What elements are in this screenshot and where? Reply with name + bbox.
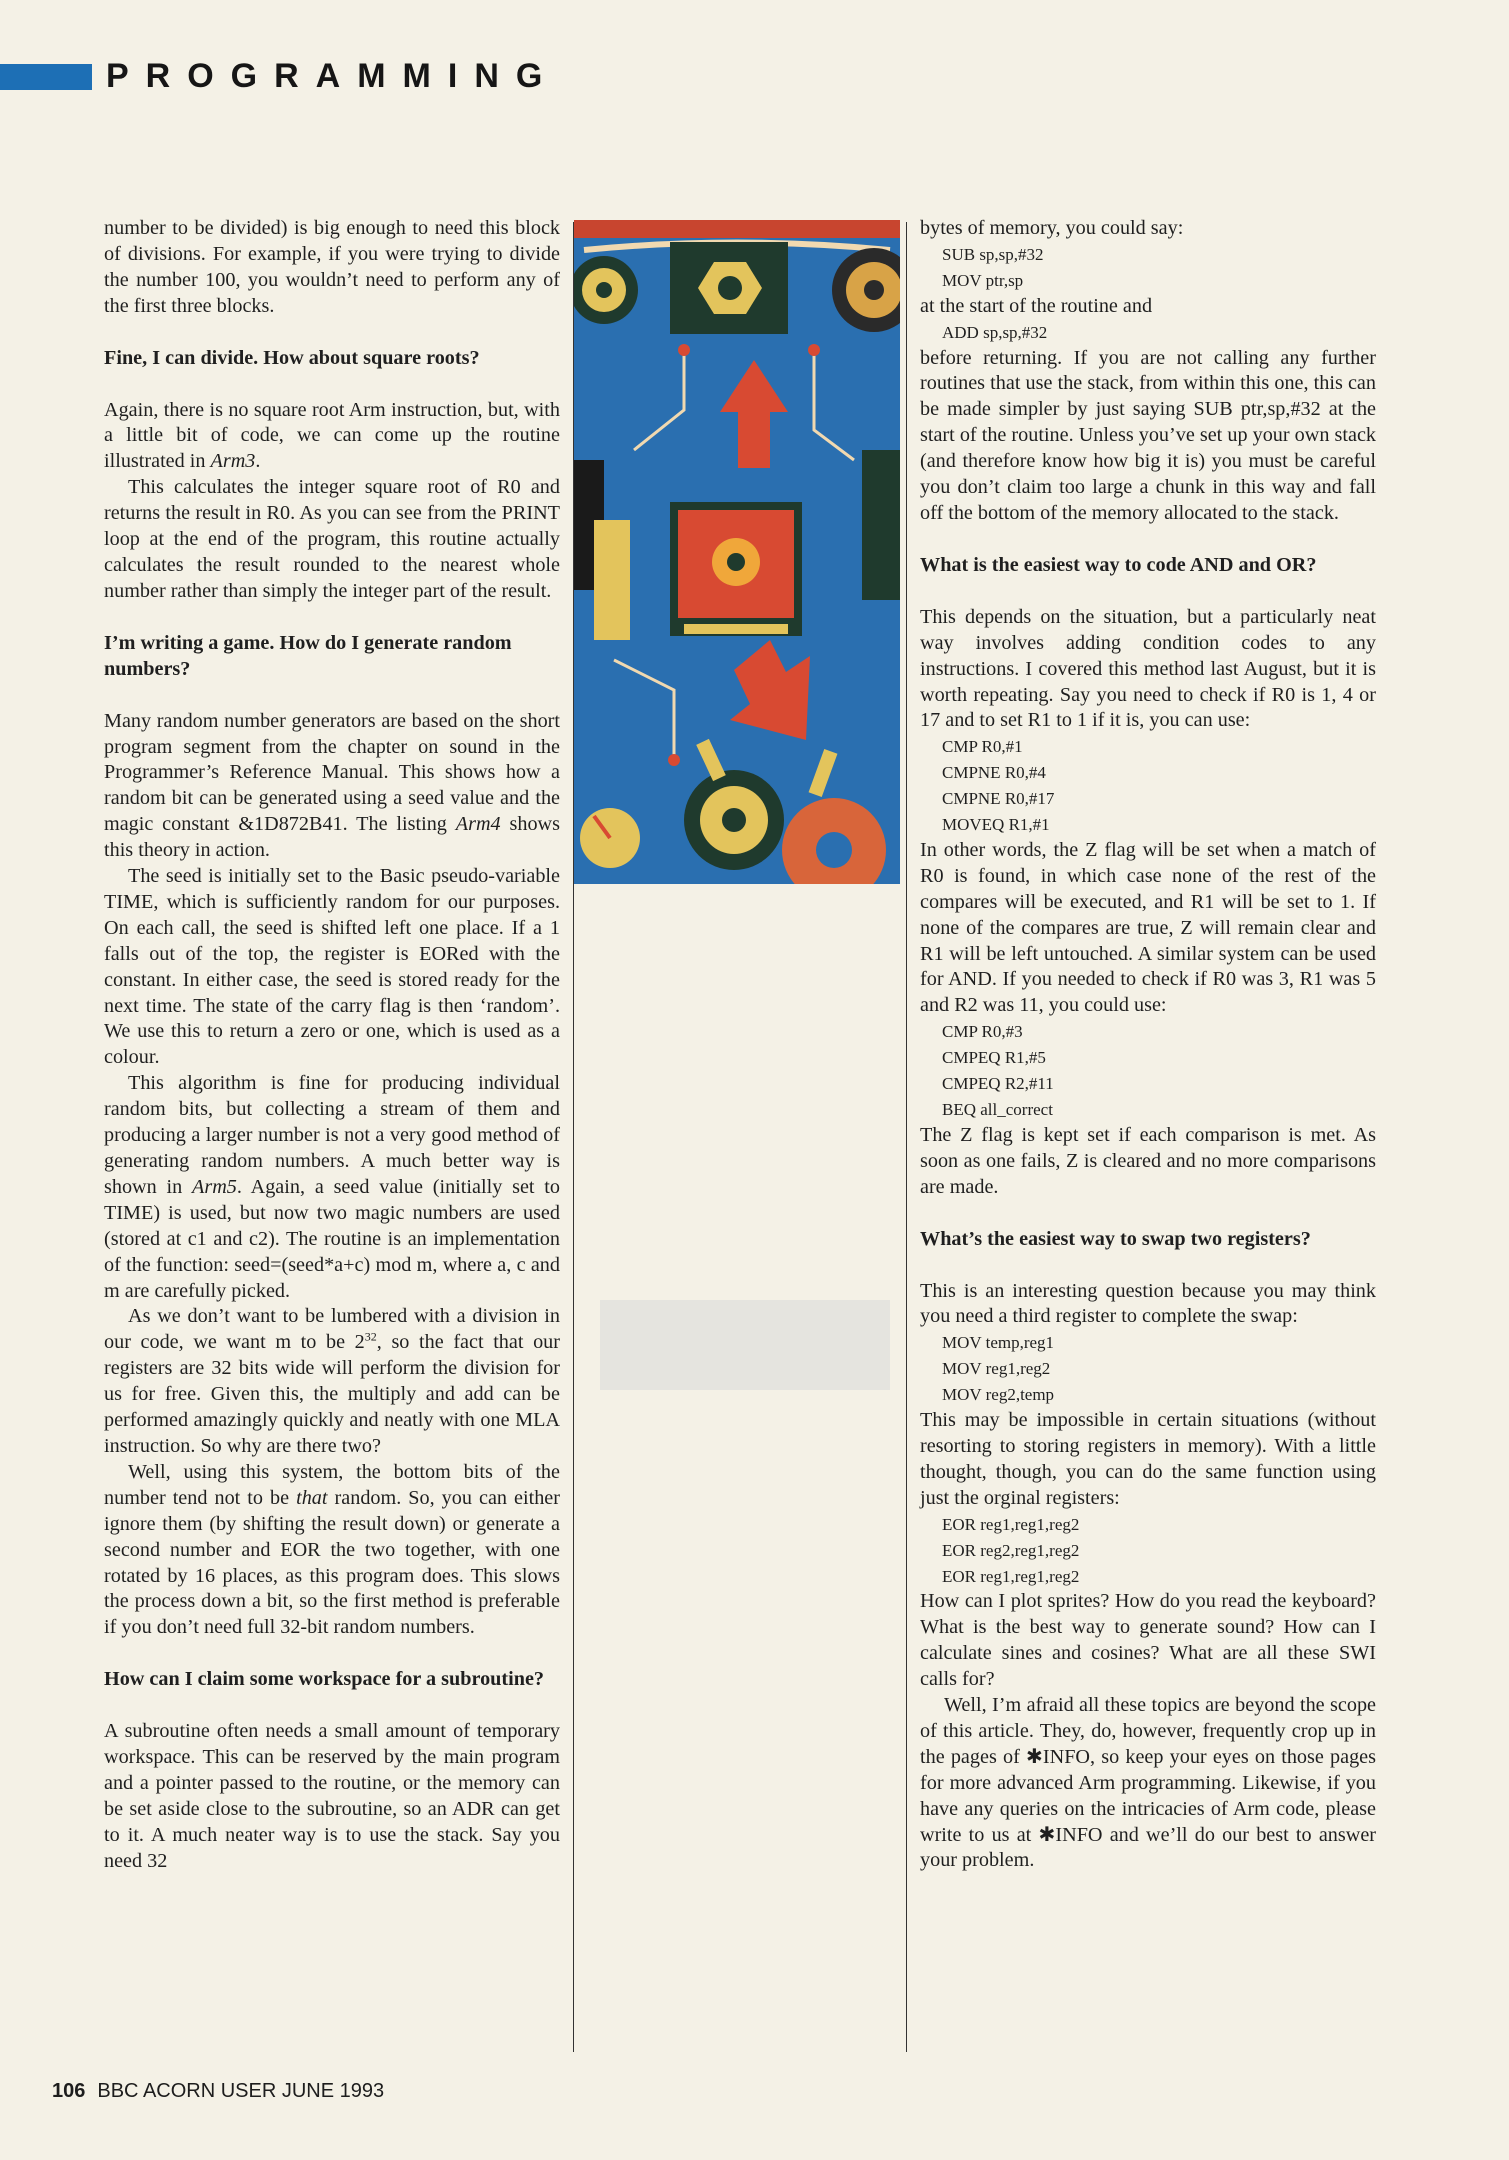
paragraph: As we don’t want to be lumbered with a division in our code, we want m to be $2^{32}$, so the fact that our registers are 32 bits wide will perform the division for us for free. Given this, the multiply and add can be performed amazingly quickly and neatly with one MLA instruction. So why are there two? [104, 1305, 560, 1457]
right-column [920, 216, 1376, 1874]
code-line: MOV ptr,sp [942, 270, 1024, 290]
paragraph: before returning. If you are not calling any further routines that use the stack, from within this one, this can be made simpler by just saying SUB ptr,sp,#32 at the start of the routine. Unless you’ve set up your own stack (and therefore know how big it is) you must be careful you don’t claim too large a chunk in this way and fall off the bottom of the memory allocated to the stack. [920, 346, 1376, 524]
page-footer [52, 2080, 384, 2103]
paragraph: at the start of the routine and [920, 294, 1153, 317]
gears-arrows-artwork [574, 220, 900, 884]
code-line: CMPEQ R1,#5 [942, 1048, 1046, 1068]
paragraph: number to be divided) is big enough to need this block of divisions. For example, if you were trying to divide the number 100, you wouldn’t need to perform any of the first three blocks. [104, 217, 560, 317]
subheading-random-numbers: I’m writing a game. How do I generate random numbers? [104, 631, 512, 680]
code-line: CMPEQ R2,#11 [942, 1074, 1054, 1094]
section-color-bar [0, 64, 92, 90]
paragraph: This calculates the integer square root of R0 and returns the result in R0. As you can see from the PRINT loop at the end of the program, this routine actually calculates the result rounded to the nearest whole number rather than simply the integer part of the result. [104, 476, 560, 602]
paragraph: Well, I’m afraid all these topics are beyond the scope of this article. They, do, however, frequently crop up in the pages of ✱INFO, so keep your eyes on those pages for more advanced Arm programming. Likewise, if you have any queries on the intricacies of Arm code, please write to us at ✱INFO and we’ll do our best to answer your problem. [920, 1694, 1376, 1872]
code-line: CMP R0,#1 [942, 737, 1023, 757]
code-line: ADD sp,sp,#32 [942, 322, 1048, 342]
paragraph: This algorithm is fine for producing individual random bits, but collecting a stream of them and producing a larger number is not a very good method of generating random numbers. A much better way is shown in Arm5. Again, a seed value (initially set to TIME) is used, but now two magic numbers are used (stored at c1 and c2). The routine is an implementation of the function: seed=(seed*a+c) mod m, where a, c and m are carefully picked. [104, 1072, 561, 1302]
code-line: SUB sp,sp,#32 [942, 244, 1044, 264]
listing-ref-arm3: Arm3 [210, 450, 256, 473]
paragraph: bytes of memory, you could say: [920, 217, 1184, 239]
code-line: CMPNE R0,#17 [942, 789, 1055, 809]
paragraph: This may be impossible in certain situations (without resorting to storing registers in memory). With a little thought, though, you can do the same function using just the orginal registers: [920, 1409, 1376, 1509]
publication-line: BBC ACORN USER JUNE 1993 [97, 2080, 385, 2102]
code-line: MOV reg1,reg2 [942, 1359, 1051, 1379]
bleed-through-shadow [600, 1300, 890, 1390]
subheading-workspace: How can I claim some workspace for a subroutine? [104, 1668, 545, 1691]
listing-ref-arm4: Arm4 [455, 813, 501, 836]
code-line: CMPNE R0,#4 [942, 763, 1046, 783]
subheading-and-or: What is the easiest way to code AND and OR? [920, 553, 1317, 576]
paragraph: A subroutine often needs a small amount of temporary workspace. This can be reserved by the main program and a pointer passed to the routine, or the memory can be set aside close to the subroutine, so an ADR can get to it. A much neater way is to use the stack. Say you need 32 [104, 1720, 560, 1872]
paragraph: This depends on the situation, but a particularly neat way involves adding condition codes to any instructions. I covered this method last August, but it is worth repeating. Say you need to check if R0 is 1, 4 or 17 and to set R1 to 1 if it is, you can use: [920, 605, 1376, 732]
code-line: MOV reg2,temp [942, 1385, 1055, 1405]
code-line: EOR reg2,reg1,reg2 [942, 1540, 1080, 1560]
left-column [104, 216, 560, 1875]
subheading-square-roots: Fine, I can divide. How about square roots? [104, 346, 480, 369]
paragraph: In other words, the Z flag will be set when a match of R0 is found, in which case none of the rest of the compares will be executed, and R1 will be set to 1. If none of the compares are true, Z will remain clear and R1 will be left untouched. A similar system can be used for AND. If you needed to check if R0 was 3, R1 was 5 and R2 was 11, you could use: [920, 838, 1376, 1017]
illustration [574, 220, 900, 884]
listing-ref-arm5: Arm5 [192, 1175, 237, 1198]
code-line: MOV temp,reg1 [942, 1333, 1055, 1353]
code-line: EOR reg1,reg1,reg2 [942, 1566, 1080, 1586]
section-title: PROGRAMMING [106, 57, 560, 95]
paragraph: Again, there is no square root Arm instruction, but, with a little bit of code, we can come up the routine illustrated in Arm3. [104, 398, 560, 473]
code-line: CMP R0,#3 [942, 1022, 1023, 1042]
paragraph: The Z flag is kept set if each comparison is met. As soon as one fails, Z is cleared and no more comparisons are made. [920, 1123, 1376, 1198]
code-line: MOVEQ R1,#1 [942, 815, 1050, 835]
paragraph: How can I plot sprites? How do you read the keyboard? What is the best way to generate sound? How can I calculate sines and cosines? What are all these SWI calls for? [920, 1590, 1376, 1691]
code-line: BEQ all_correct [942, 1100, 1053, 1119]
page-number: 106 [52, 2080, 86, 2102]
paragraph: This is an interesting question because you may think you need a third register to complete the swap: [920, 1279, 1376, 1328]
column-rule-right [906, 222, 907, 2052]
paragraph: The seed is initially set to the Basic pseudo-variable TIME, which is sufficiently random for our purposes. On each call, the seed is shifted left one place. If a 1 falls out of the top, the register is EORed with the constant. In either case, the seed is stored ready for the next time. The state of the carry flag is then ‘random’. We use this to return a zero or one, which is used as a colour. [104, 865, 560, 1069]
subheading-swap-registers: What’s the easiest way to swap two registers? [920, 1227, 1311, 1250]
paragraph: Well, using this system, the bottom bits of the number tend not to be that random. So, you can either ignore them (by shifting the result down) or generate a second number and EOR the two together, with one rotated by 16 places, as this program does. This slows the process down a bit, so the first method is preferable if you don’t need full 32-bit random numbers. [104, 1460, 560, 1639]
paragraph: Many random number generators are based on the short program segment from the chapter on sound in the Programmer’s Reference Manual. This shows how a random bit can be generated using a seed value and the magic constant &1D872B41. The listing Arm4 shows this theory in action. [104, 709, 560, 862]
code-line: EOR reg1,reg1,reg2 [942, 1514, 1080, 1534]
